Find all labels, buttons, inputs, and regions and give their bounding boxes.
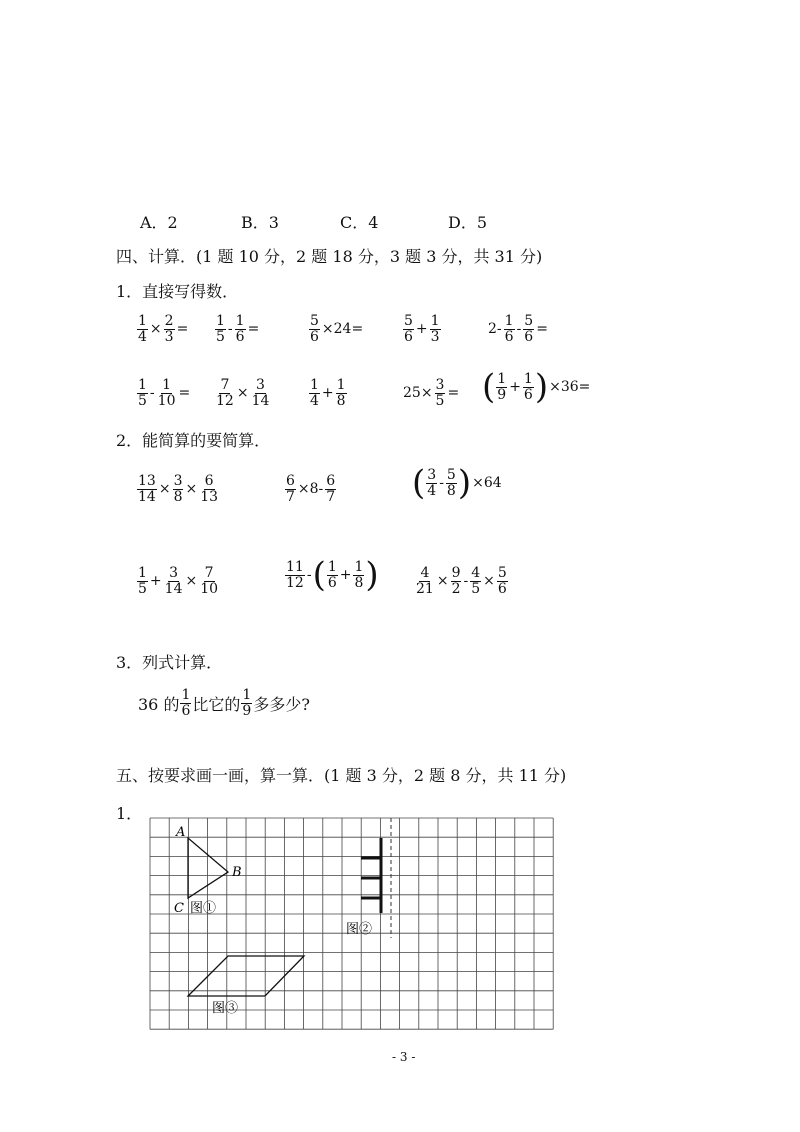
q1-r1-e1: $\frac{1}{4}$ × $\frac{2}{3}$ = <box>138 313 189 345</box>
q1-r1-e4: 5 6 + $\frac{1}{3}$ <box>404 313 440 345</box>
q2-title: 2．能简算的要简算． <box>116 431 271 450</box>
q2-r2-e1: 1 5 + $\frac{3}{14}$ × $\frac{7}{10}$ <box>138 565 219 597</box>
choice-c: C．4 <box>340 213 379 232</box>
q5-1-label: 1． <box>116 804 143 823</box>
fig3-label: 图③ <box>212 1001 239 1016</box>
q2-r2-e2: 11 12 - ( 1 6 + $\frac{1}{8}$ ) <box>286 555 379 595</box>
page-number: - 3 - <box>392 1050 416 1064</box>
q1-r2-e3: 1 4 + $\frac{1}{8}$ <box>310 377 346 409</box>
grid-lines <box>150 818 553 1029</box>
section-5-title: 五、按要求画一画，算一算．(1 题 3 分，2 题 8 分，共 11 分) <box>116 766 567 785</box>
q1-r2-e5: ( 1 9 + $\frac{1}{6}$ ) ×36= <box>482 367 591 407</box>
q3-title: 3．列式计算． <box>116 653 223 672</box>
q1-r1-e5: 2- 1 6 - $\frac{5}{6}$ = <box>488 313 548 345</box>
choice-a: A．2 <box>140 213 178 232</box>
q1-title: 1．直接写得数． <box>116 282 239 301</box>
q3-text: 36 的 1 6 比它的 1 9 多多少? <box>138 687 310 719</box>
q2-r1-e2: $\frac{6}{7}$ ×8- 6 7 <box>286 473 336 505</box>
q2-r1-e1: $\frac{13}{14}$ × $\frac{3}{8}$ × $\frac{6}{13}$ <box>138 473 219 505</box>
label-b: B <box>232 865 242 880</box>
label-a: A <box>176 825 186 840</box>
q1-r1-e2: 1 5 - $\frac{1}{6}$ = <box>216 313 260 345</box>
q1-r2-e2: $\frac{7}{12}$ × $\frac{3}{14}$ <box>216 377 270 409</box>
fig1-label: 图① <box>190 901 217 916</box>
q2-r1-e3: ( 3 4 - 5 8 ) ×64 <box>412 463 502 503</box>
q2-r2-e3: $\frac{4}{21}$ × $\frac{9}{2}$ - $\frac{4}{5}$ × $\frac{5}{6}$ <box>416 565 507 597</box>
choice-d: D．5 <box>448 213 488 232</box>
choice-b: B．3 <box>241 213 279 232</box>
parallelogram <box>188 956 304 996</box>
figure-2-shape <box>361 838 381 913</box>
triangle-abc <box>188 838 228 898</box>
q1-r1-e3: $\frac{5}{6}$ ×24= <box>310 313 364 345</box>
q1-r2-e4: 25× $\frac{3}{5}$ = <box>403 377 460 409</box>
section-4-title: 四、计算．(1 题 10 分，2 题 18 分，3 题 3 分，共 31 分) <box>116 247 543 266</box>
fig2-label: 图② <box>346 922 373 937</box>
label-c: C <box>174 901 184 916</box>
q1-r2-e1: 1 5 - $\frac{1}{10}$ = <box>138 377 191 409</box>
